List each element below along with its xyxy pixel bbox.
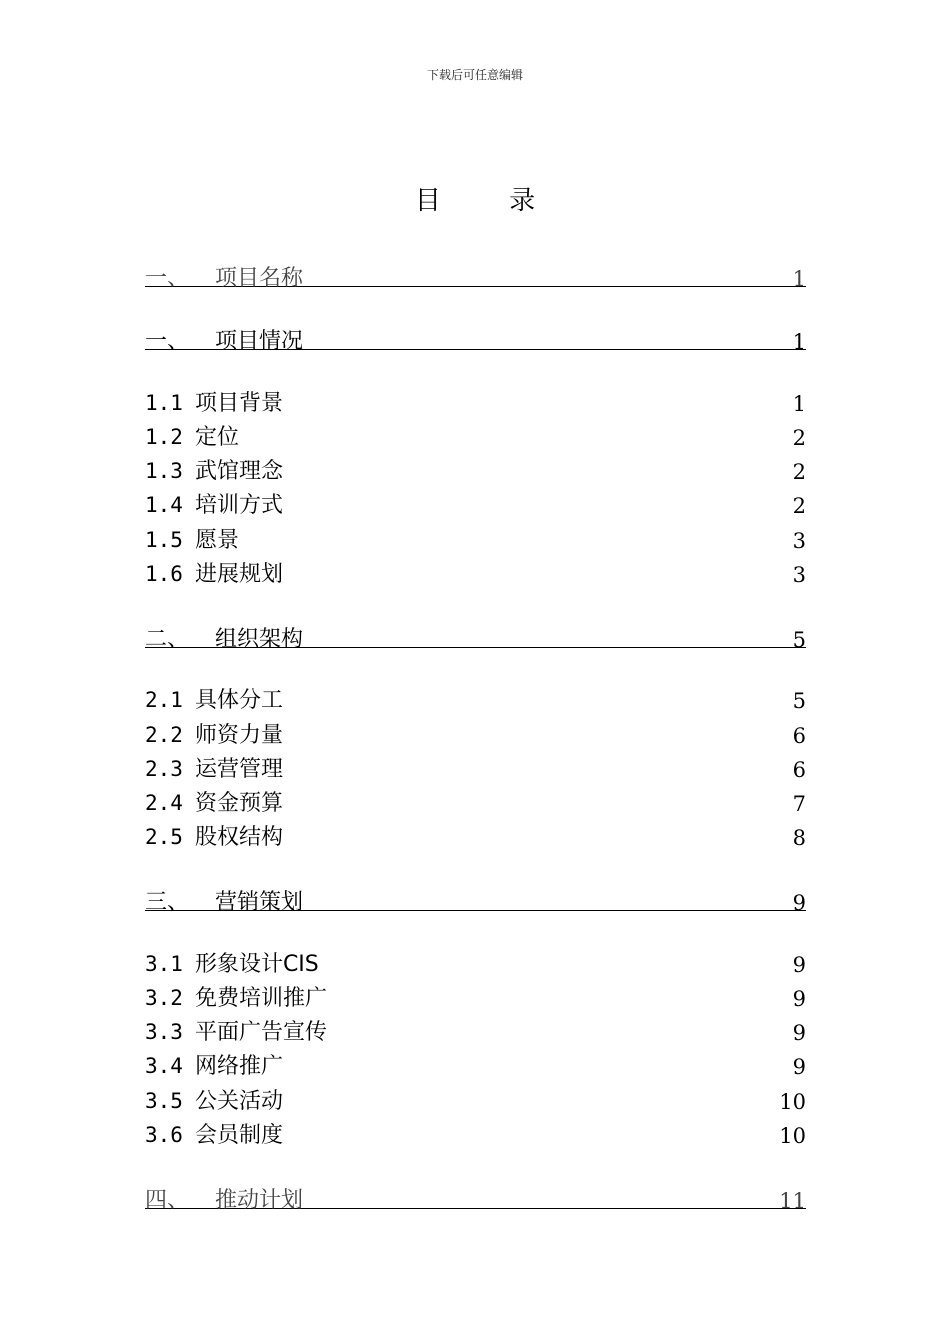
toc-section[interactable]: [145, 485, 806, 519]
section-number: 3.6: [145, 1123, 183, 1147]
toc-chapter-marketing[interactable]: [145, 880, 806, 915]
toc-chapter-promotion-plan[interactable]: [145, 1178, 806, 1213]
toc-section[interactable]: [145, 944, 806, 978]
toc-section[interactable]: [145, 749, 806, 783]
toc-title: 目 录: [414, 186, 566, 216]
section-title: 愿景: [194, 528, 239, 553]
page-number: 2: [792, 460, 806, 484]
chapter-title: 推动计划: [215, 1188, 304, 1213]
section-title: 平面广告宣传: [194, 1020, 327, 1045]
section-title: 免费培训推广: [194, 986, 327, 1011]
chapter-title: 项目名称: [215, 266, 304, 291]
section-title: 武馆理念: [194, 459, 283, 484]
section-number: 2.5: [145, 825, 183, 849]
section-title: 具体分工: [194, 688, 283, 713]
section-number: 1.4: [145, 493, 183, 517]
section-title: 定位: [194, 425, 239, 450]
section-number: 1.1: [145, 391, 183, 415]
toc-chapter-project-name[interactable]: [145, 256, 806, 291]
page-number: 9: [792, 1055, 806, 1079]
toc-chapter-organization[interactable]: [145, 617, 806, 652]
section-title: 进展规划: [194, 562, 283, 587]
page-number: 1: [792, 267, 806, 291]
section-title: 资金预算: [194, 791, 283, 816]
section-number: 1.6: [145, 562, 183, 586]
toc-section[interactable]: [145, 715, 806, 749]
page-number: 7: [792, 792, 806, 816]
page-number: 6: [792, 758, 806, 782]
chapter-number: 一、: [145, 329, 190, 354]
page-number: 9: [792, 953, 806, 977]
toc-section[interactable]: [145, 1012, 806, 1046]
section-number: 3.4: [145, 1054, 183, 1078]
toc-section[interactable]: [145, 554, 806, 588]
page-number: 9: [792, 987, 806, 1011]
section-number: 3.3: [145, 1020, 183, 1044]
section-number: 3.2: [145, 986, 183, 1010]
section-title: 培训方式: [194, 493, 283, 518]
section-title: 运营管理: [194, 757, 283, 782]
page-number: 5: [792, 689, 806, 713]
section-number: 2.4: [145, 791, 183, 815]
section-title: 师资力量: [194, 723, 283, 748]
chapter-number: 四、: [145, 1188, 190, 1213]
chapter-number: 一、: [145, 266, 190, 291]
page-number: 10: [779, 1124, 806, 1148]
section-title: 会员制度: [194, 1123, 283, 1148]
chapter-title: 营销策划: [215, 890, 304, 915]
page-number: 3: [792, 529, 806, 553]
section-title: 项目背景: [194, 391, 283, 416]
toc-section[interactable]: [145, 817, 806, 851]
toc-section[interactable]: [145, 520, 806, 554]
toc-section[interactable]: [145, 383, 806, 417]
page-number: 3: [792, 563, 806, 587]
section-number: 1.2: [145, 425, 183, 449]
page-number: 1: [792, 330, 806, 354]
section-number: 3.1: [145, 952, 183, 976]
section-title: 公关活动: [194, 1089, 283, 1114]
page-number: 5: [792, 628, 806, 652]
section-number: 1.5: [145, 528, 183, 552]
toc-section[interactable]: [145, 680, 806, 714]
toc-chapter-project-status[interactable]: [145, 319, 806, 354]
toc-section[interactable]: [145, 1115, 806, 1149]
page-number: 10: [779, 1090, 806, 1114]
chapter-title: 项目情况: [215, 329, 304, 354]
section-number: 3.5: [145, 1089, 183, 1113]
chapter-number: 二、: [145, 627, 190, 652]
toc-section[interactable]: [145, 783, 806, 817]
section-title: 网络推广: [194, 1054, 283, 1079]
section-number: 2.1: [145, 688, 183, 712]
page-number: 2: [792, 494, 806, 518]
page-number: 9: [792, 1021, 806, 1045]
toc-section[interactable]: [145, 1046, 806, 1080]
chapter-number: 三、: [145, 890, 190, 915]
page-number: 9: [792, 891, 806, 915]
page-number: 11: [779, 1189, 806, 1213]
page-number: 8: [792, 826, 806, 850]
toc-section[interactable]: [145, 1081, 806, 1115]
page-number: 1: [792, 392, 806, 416]
toc-section[interactable]: [145, 451, 806, 485]
section-title: 形象设计CIS: [194, 952, 319, 977]
page-number: 2: [792, 426, 806, 450]
chapter-title: 组织架构: [215, 627, 304, 652]
section-number: 2.3: [145, 757, 183, 781]
section-number: 2.2: [145, 723, 183, 747]
page-number: 6: [792, 724, 806, 748]
header-note: 下载后可任意编辑: [426, 68, 523, 82]
section-title: 股权结构: [194, 825, 283, 850]
toc-section[interactable]: [145, 417, 806, 451]
toc-section[interactable]: [145, 978, 806, 1012]
section-number: 1.3: [145, 459, 183, 483]
